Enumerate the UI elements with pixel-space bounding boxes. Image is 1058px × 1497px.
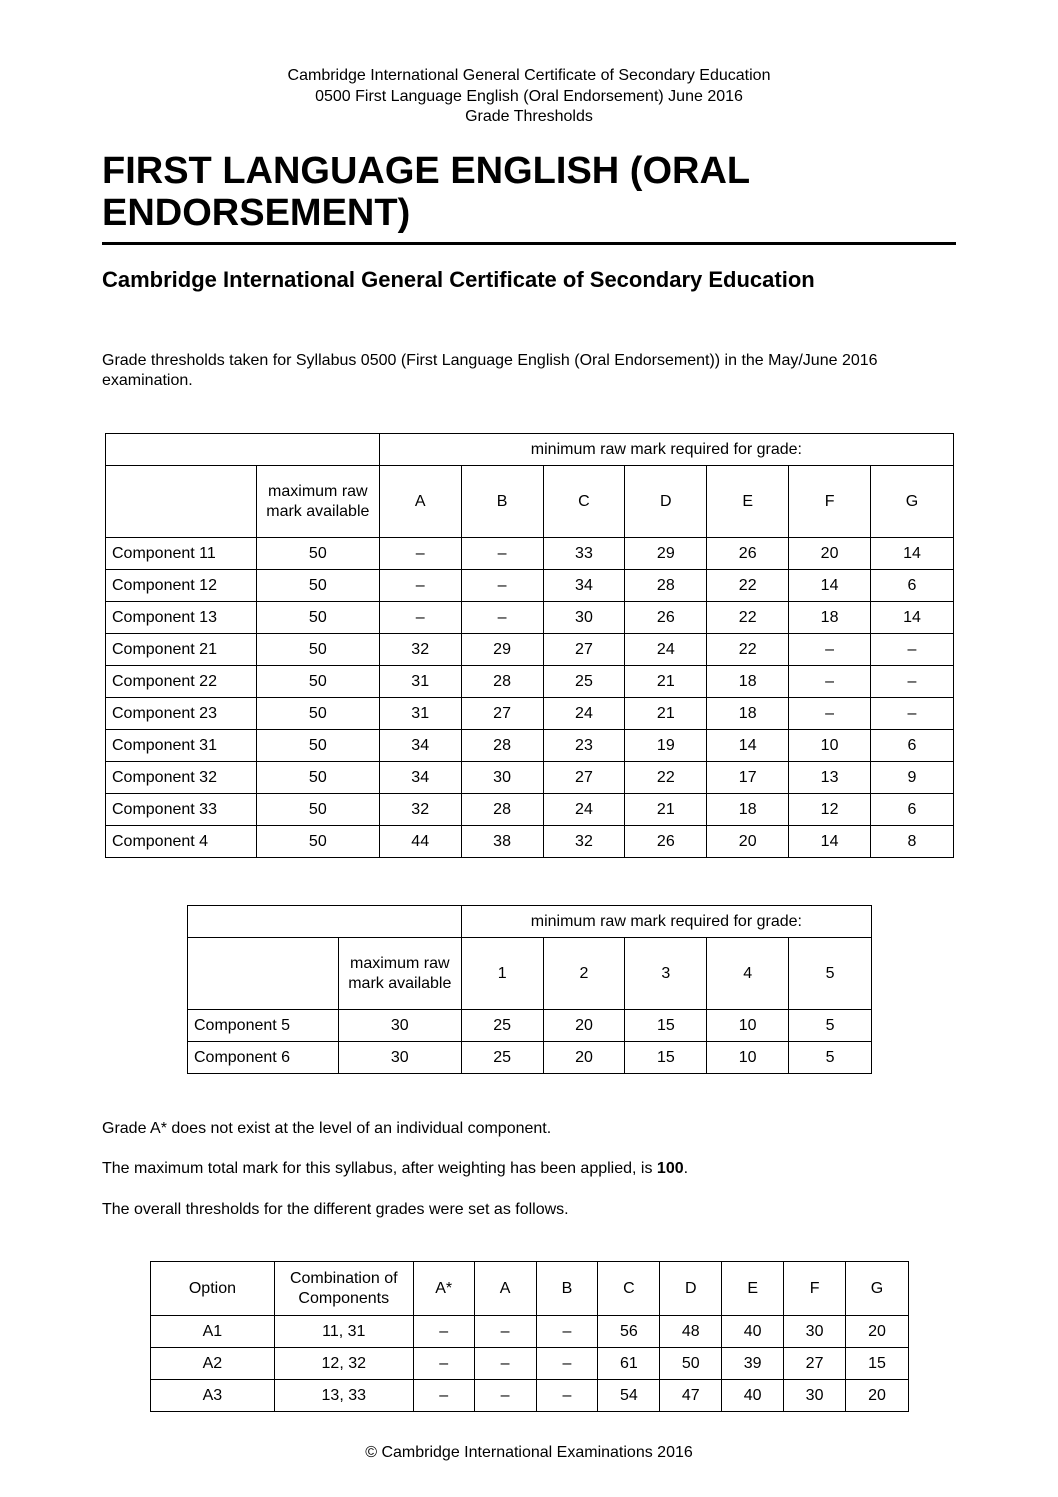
table-cell: 50 [256,698,379,730]
note-max-total [102,1160,688,1178]
table-body [106,538,954,858]
table-body [151,1316,909,1412]
header-line-2: 0500 First Language English (Oral Endorsement) June 2016 [315,87,743,105]
table-cell: 34 [379,730,461,762]
grade-header: G [871,466,954,538]
table-row [151,1380,909,1412]
empty-header-cell [188,938,339,1010]
table-row [106,634,954,666]
table-cell: 34 [379,762,461,794]
table-cell: 28 [625,570,707,602]
grade-header: E [722,1262,784,1316]
table-cell: – [871,666,954,698]
grade-header: F [784,1262,846,1316]
row-label: Component 5 [188,1010,339,1042]
table-cell: – [379,602,461,634]
table-cell: 20 [789,538,871,570]
grade-header: 5 [789,938,872,1010]
table-cell: 30 [543,602,625,634]
table-row [188,1042,872,1074]
table-cell: 17 [707,762,789,794]
table-cell: 9 [871,762,954,794]
table-cell: 47 [660,1380,722,1412]
table-cell: 26 [707,538,789,570]
table-cell: – [474,1380,536,1412]
table-cell: 5 [789,1010,872,1042]
page-title: FIRST LANGUAGE ENGLISH (ORAL ENDORSEMENT) [102,150,750,234]
table-cell: 32 [543,826,625,858]
table-row [106,826,954,858]
table-cell: 14 [871,602,954,634]
row-label: Component 31 [106,730,257,762]
table-cell: – [789,666,871,698]
table-cell: 13 [789,762,871,794]
table-row [106,538,954,570]
row-label: Component 12 [106,570,257,602]
table-cell: – [461,570,543,602]
table-cell: 14 [707,730,789,762]
table-cell: 40 [722,1316,784,1348]
row-label: Component 33 [106,794,257,826]
table-cell: – [413,1380,474,1412]
grade-header: F [789,466,871,538]
table-cell: 23 [543,730,625,762]
table-row [106,698,954,730]
table-cell: 50 [256,602,379,634]
table-cell: – [379,538,461,570]
table-cell: 18 [789,602,871,634]
table-cell: – [379,570,461,602]
table-cell: 30 [461,762,543,794]
note-overall: The overall thresholds for the different grades were set as follows. [102,1201,569,1218]
table-cell: 21 [625,666,707,698]
table-cell: – [413,1348,474,1380]
table-cell: 50 [256,634,379,666]
table-cell: 13, 33 [274,1380,413,1412]
table-cell: 31 [379,698,461,730]
header-line-3: Grade Thresholds [465,108,593,125]
table-cell: 14 [871,538,954,570]
row-label: Component 22 [106,666,257,698]
table-cell: 30 [338,1010,461,1042]
grade-header: E [707,466,789,538]
table-cell: 29 [625,538,707,570]
table-cell: 50 [256,730,379,762]
table-cell: 24 [543,698,625,730]
grade-header: 3 [625,938,707,1010]
table-cell: 6 [871,730,954,762]
intro-paragraph: Grade thresholds taken for Syllabus 0500 (First Language English (Oral Endorsement)) in the May/June 2016 examination. [102,352,878,389]
table-row [106,730,954,762]
grade-header: D [625,466,707,538]
table-cell: 27 [543,634,625,666]
table-cell: 50 [256,826,379,858]
table-cell: 14 [789,570,871,602]
table-cell: 39 [722,1348,784,1380]
row-label: Component 4 [106,826,257,858]
table-cell: 6 [871,794,954,826]
table-cell: 24 [543,794,625,826]
table-cell: 20 [543,1042,625,1074]
table-cell: 22 [707,634,789,666]
table-cell: 26 [625,602,707,634]
table-cell: 28 [461,666,543,698]
component-thresholds-table-1 [105,433,954,858]
table-cell: 15 [625,1010,707,1042]
table-cell: – [474,1316,536,1348]
header-line-1: Cambridge International General Certificate of Secondary Education [287,67,771,84]
max-mark-header: maximum raw mark available [256,466,379,538]
table-cell: 25 [461,1010,543,1042]
table-row [106,570,954,602]
table-cell: 40 [722,1380,784,1412]
table-cell: 30 [784,1380,846,1412]
row-label: Component 23 [106,698,257,730]
table-cell: 22 [707,602,789,634]
table-cell: 50 [256,762,379,794]
table-cell: 25 [543,666,625,698]
table-cell: – [871,634,954,666]
table-cell: 28 [461,730,543,762]
table-cell: – [461,602,543,634]
grade-header: B [536,1262,598,1316]
table-cell: – [536,1380,598,1412]
table-cell: 50 [256,666,379,698]
table-cell: 29 [461,634,543,666]
table-cell: 56 [598,1316,660,1348]
table-cell: 32 [379,794,461,826]
table-cell: – [461,538,543,570]
grade-header: A [379,466,461,538]
grade-header: D [660,1262,722,1316]
table-cell: 31 [379,666,461,698]
table-cell: – [536,1316,598,1348]
grade-header: A* [413,1262,474,1316]
table-cell: 21 [625,698,707,730]
empty-header-cell [106,434,380,466]
table-cell: – [536,1348,598,1380]
table-cell: 10 [707,1042,789,1074]
table-cell: 33 [543,538,625,570]
title-rule [102,242,956,245]
table-cell: 11, 31 [274,1316,413,1348]
header-combination: Combination of Components [274,1262,413,1316]
table-cell: 27 [543,762,625,794]
table-cell: 34 [543,570,625,602]
table-cell: 20 [846,1380,909,1412]
table-cell: 12, 32 [274,1348,413,1380]
table-cell: 18 [707,666,789,698]
band-header: minimum raw mark required for grade: [461,906,871,938]
table-cell: 24 [625,634,707,666]
table-cell: – [789,698,871,730]
table-cell: 6 [871,570,954,602]
grade-header: G [846,1262,909,1316]
table-cell: 50 [660,1348,722,1380]
table-cell: 50 [256,794,379,826]
note-max-total-value: 100 [656,1160,684,1177]
empty-header-cell [188,906,462,938]
row-label: Component 6 [188,1042,339,1074]
table-cell: 27 [461,698,543,730]
running-header [0,66,1058,128]
table-cell: 18 [707,698,789,730]
grade-header: A [474,1262,536,1316]
table-cell: – [413,1316,474,1348]
note-a-star: Grade A* does not exist at the level of an individual component. [102,1120,552,1137]
overall-thresholds-table [150,1261,909,1412]
table-cell: 38 [461,826,543,858]
table-row [106,762,954,794]
table-cell: 32 [379,634,461,666]
table-cell: 15 [846,1348,909,1380]
row-label: Component 32 [106,762,257,794]
grade-header: 4 [707,938,789,1010]
table-cell: 44 [379,826,461,858]
table-cell: 14 [789,826,871,858]
band-header: minimum raw mark required for grade: [379,434,953,466]
table-cell: 12 [789,794,871,826]
table-cell: 30 [338,1042,461,1074]
table-cell: 50 [256,538,379,570]
table-cell: 30 [784,1316,846,1348]
grade-header: 1 [461,938,543,1010]
note-max-total-suffix: . [683,1160,689,1177]
table-cell: – [474,1348,536,1380]
empty-header-cell [106,466,257,538]
copyright-footer: © Cambridge International Examinations 2016 [365,1444,693,1461]
table-cell: 48 [660,1316,722,1348]
note-max-total-prefix: The maximum total mark for this syllabus, after weighting has been applied, is [102,1160,657,1177]
table-row [188,1010,872,1042]
table-cell: 50 [256,570,379,602]
table-cell: – [789,634,871,666]
table-cell: 22 [625,762,707,794]
table-cell: 10 [707,1010,789,1042]
grade-header: C [543,466,625,538]
page-subtitle: Cambridge International General Certificate of Secondary Education [102,267,815,292]
table-cell: – [871,698,954,730]
grade-header: 2 [543,938,625,1010]
grade-header: C [598,1262,660,1316]
table-row [106,666,954,698]
row-label: Component 21 [106,634,257,666]
header-option: Option [151,1262,275,1316]
table-cell: 10 [789,730,871,762]
table-cell: 20 [707,826,789,858]
table-cell: 54 [598,1380,660,1412]
table-cell: 15 [625,1042,707,1074]
table-cell: 21 [625,794,707,826]
table-cell: 22 [707,570,789,602]
table-row [151,1348,909,1380]
table-cell: 28 [461,794,543,826]
max-mark-header: maximum raw mark available [338,938,461,1010]
component-thresholds-table-2 [187,905,872,1074]
grade-header: B [461,466,543,538]
table-cell: A1 [151,1316,275,1348]
table-row [151,1316,909,1348]
table-cell: 20 [543,1010,625,1042]
table-cell: 8 [871,826,954,858]
table-cell: 19 [625,730,707,762]
table-body [188,1010,872,1074]
table-cell: A2 [151,1348,275,1380]
row-label: Component 13 [106,602,257,634]
table-cell: A3 [151,1380,275,1412]
table-cell: 61 [598,1348,660,1380]
table-cell: 20 [846,1316,909,1348]
table-cell: 18 [707,794,789,826]
table-row [106,602,954,634]
table-row [106,794,954,826]
table-cell: 25 [461,1042,543,1074]
table-cell: 27 [784,1348,846,1380]
table-cell: 5 [789,1042,872,1074]
row-label: Component 11 [106,538,257,570]
table-cell: 26 [625,826,707,858]
